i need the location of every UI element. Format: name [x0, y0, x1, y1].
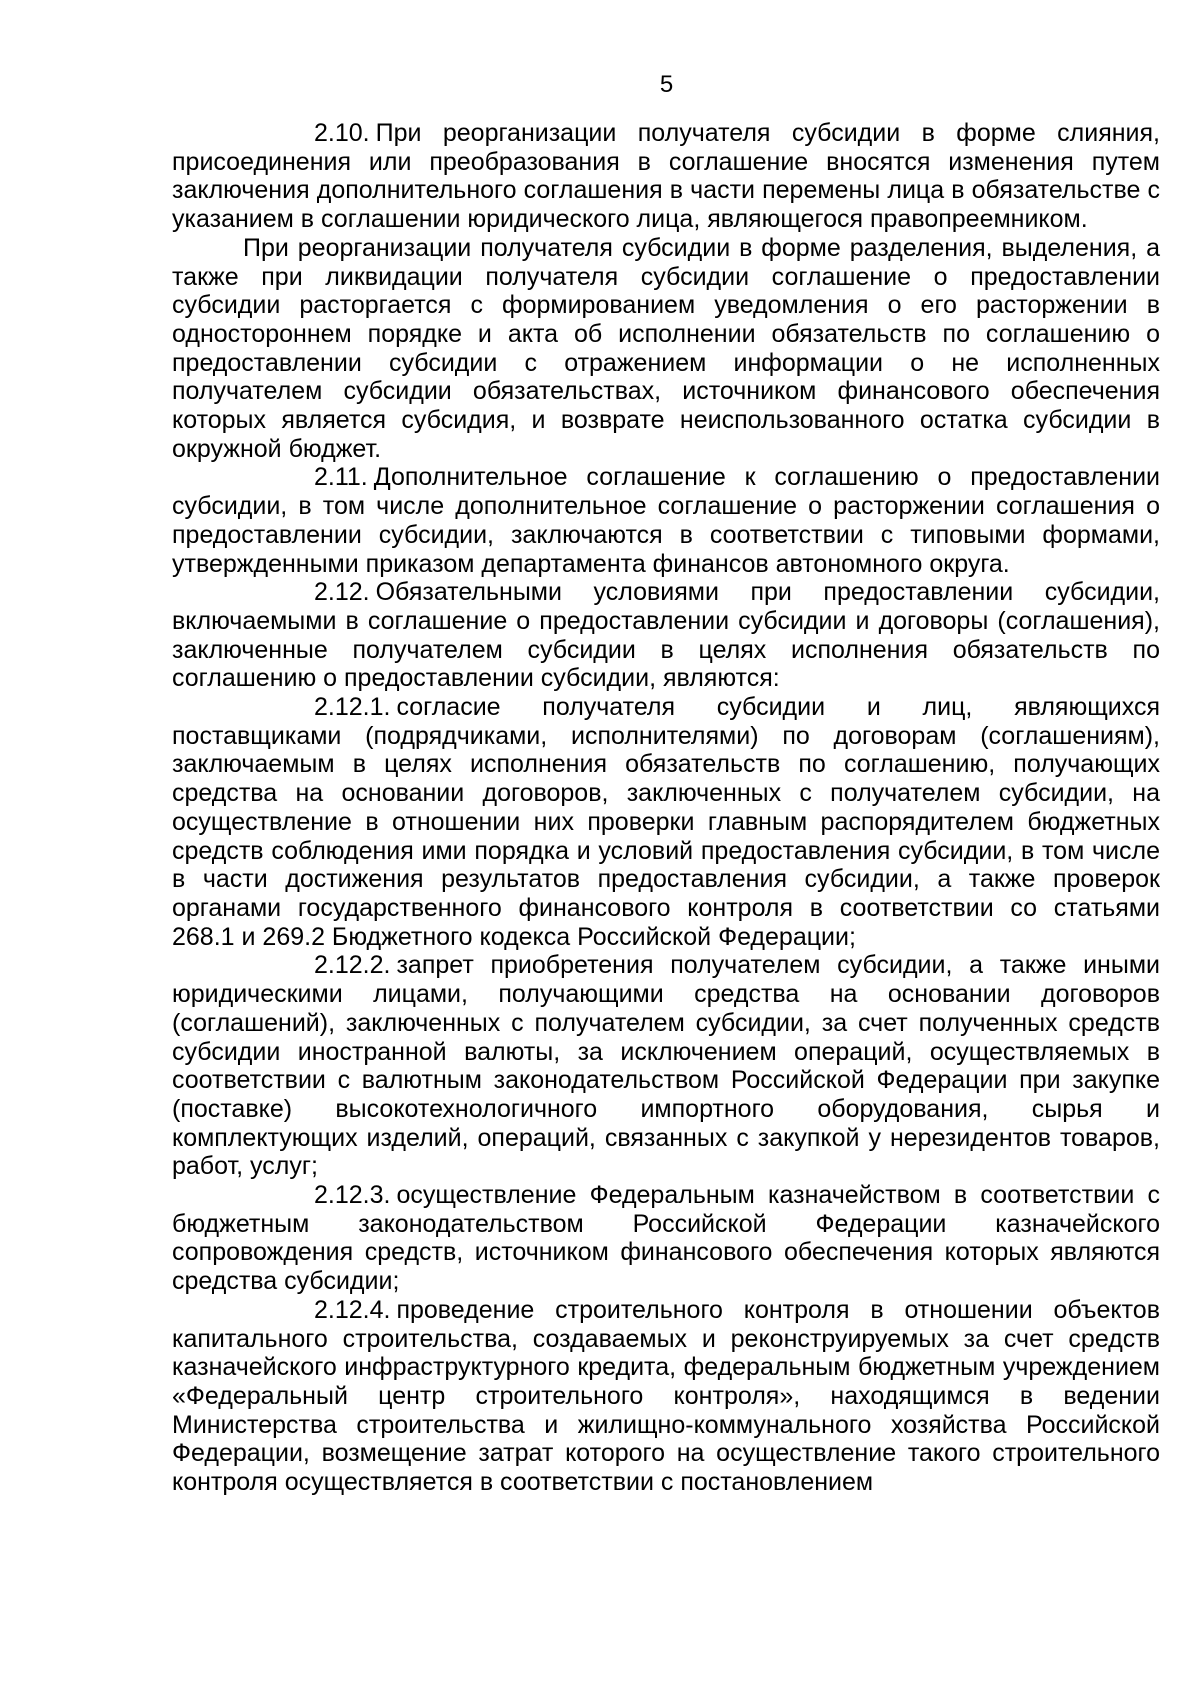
paragraph-2-12	[172, 578, 1160, 693]
paragraph-text: проведение строительного контроля в отношении объектов капитального строительства, создаваемых и реконструируемых за счет средств казначейского инфраструктурного кредита, федеральным бюджетным учреждением «Федеральный центр строительного контроля», находящимся в ведении Министерства строительства и жилищно-коммунального хозяйства Российской Федерации, возмещение затрат которого на осуществление такого строительного контроля осуществляется в соответствии с постановлением	[172, 1295, 1160, 1497]
paragraph-number: 2.11.	[314, 463, 368, 492]
paragraph-2-12-2	[172, 951, 1160, 1181]
paragraph-text: При реорганизации получателя субсидии в форме разделения, выделения, а также при ликвидации получателя субсидии соглашение о предоставлении субсидии расторгается с формированием уведомления о его расторжении в одностороннем порядке и акта об исполнении обязательств по соглашению о предоставлении субсидии с отражением информации о не исполненных получателем субсидии обязательствах, источником финансового обеспечения которых является субсидия, и возврате неиспользованного остатка субсидии в окружной бюджет.	[172, 233, 1160, 463]
paragraph-2-12-3	[172, 1181, 1160, 1296]
paragraph-text: запрет приобретения получателем субсидии, а также иными юридическими лицами, получающими средства на основании договоров (соглашений), заключенных с получателем субсидии, за счет полученных средств субсидии иностранной валюты, за исключением операций, осуществляемых в соответствии с валютным законодательством Российской Федерации при закупке (поставке) высокотехнологичного импортного оборудования, сырья и комплектующих изделий, операций, связанных с закупкой у нерезидентов товаров, работ, услуг;	[172, 951, 1160, 1181]
paragraph-2-10	[172, 119, 1160, 234]
paragraph-2-10-continued	[172, 234, 1160, 464]
page-number: 5	[659, 71, 674, 98]
paragraph-number: 2.12.	[314, 578, 370, 607]
paragraph-2-11	[172, 463, 1160, 578]
paragraph-text: осуществление Федеральным казначейством в соответствии с бюджетным законодательством Российской Федерации казначейского сопровождения средств, источником финансового обеспечения которых являются средства субсидии;	[172, 1181, 1160, 1296]
paragraph-text: При реорганизации получателя субсидии в форме слияния, присоединения или преобразования в соглашение вносятся изменения путем заключения дополнительного соглашения в части перемены лица в обязательстве с указанием в соглашении юридического лица, являющегося правопреемником.	[172, 119, 1160, 234]
paragraph-number: 2.12.2.	[314, 951, 391, 980]
paragraph-text: согласие получателя субсидии и лиц, являющихся поставщиками (подрядчиками, исполнителями) по договорам (соглашениям), заключаемым в целях исполнения обязательств по соглашению, получающих средства на основании договоров, заключенных с получателем субсидии, на осуществление в отношении них проверки главным распорядителем бюджетных средств соблюдения ими порядка и условий предоставления субсидии, в том числе в части достижения результатов предоставления субсидии, а также проверок органами государственного финансового контроля в соответствии со статьями 268.1 и 269.2 Бюджетного кодекса Российской Федерации;	[172, 693, 1160, 951]
paragraph-text: Дополнительное соглашение к соглашению о предоставлении субсидии, в том числе дополнительное соглашение о расторжении соглашения о предоставлении субсидии, заключаются в соответствии с типовыми формами, утвержденными приказом департамента финансов автономного округа.	[172, 463, 1160, 578]
paragraph-number: 2.12.4.	[314, 1295, 391, 1324]
paragraph-number: 2.12.1.	[314, 693, 391, 722]
paragraph-2-12-4	[172, 1296, 1160, 1497]
paragraph-2-12-1	[172, 693, 1160, 951]
paragraph-number: 2.10.	[314, 119, 370, 147]
paragraph-number: 2.12.3.	[314, 1181, 391, 1210]
document-body	[172, 119, 1160, 1497]
paragraph-text: Обязательными условиями при предоставлении субсидии, включаемыми в соглашение о предоставлении субсидии и договоры (соглашения), заключенные получателем субсидии в целях исполнения обязательств по соглашению о предоставлении субсидии, являются:	[172, 578, 1160, 693]
